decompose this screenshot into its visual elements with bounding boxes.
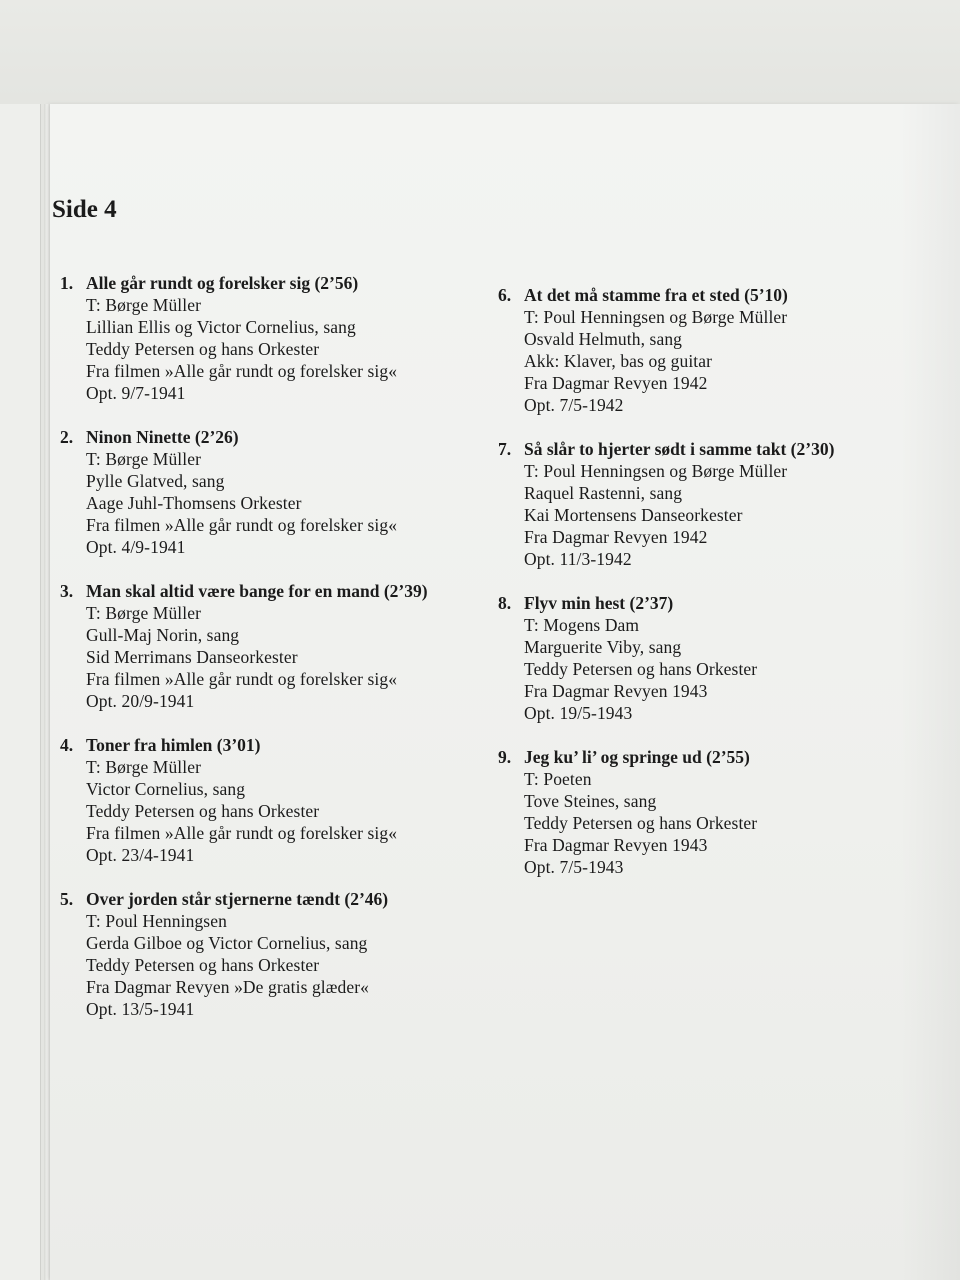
track-heading: [498, 592, 918, 614]
track-title: Flyv min hest (2’37): [524, 593, 674, 613]
track-credit-line: Fra Dagmar Revyen »De gratis glæder«: [86, 977, 370, 997]
track-credit-line: T: Poul Henningsen og Børge Müller: [524, 307, 788, 327]
track-number: 9.: [498, 747, 512, 767]
track-credit-line: Tove Steines, sang: [524, 791, 657, 811]
track-number: 3.: [60, 581, 74, 601]
track-credit-line: Kai Mortensens Danseorkester: [524, 505, 743, 525]
track-credit-line: Lillian Ellis og Victor Cornelius, sang: [86, 317, 356, 337]
track-number: 8.: [498, 593, 512, 613]
tracklist-column-left: [60, 272, 480, 1042]
track-credit-line: Osvald Helmuth, sang: [524, 329, 683, 349]
track-number: 1.: [60, 273, 74, 293]
track-heading: [498, 438, 918, 460]
track-credit-line: Fra filmen »Alle går rundt og forelsker sig«: [86, 669, 398, 689]
track-credit-line: Fra filmen »Alle går rundt og forelsker sig«: [86, 361, 398, 381]
track-entry: [498, 284, 918, 416]
track-credit-line: T: Børge Müller: [86, 757, 202, 777]
track-credit-line: Teddy Petersen og hans Orkester: [524, 659, 758, 679]
track-number: 2.: [60, 427, 74, 447]
track-heading: [60, 734, 480, 756]
track-title: Alle går rundt og forelsker sig (2’56): [86, 273, 359, 293]
track-credit-line: Sid Merrimans Danseorkester: [86, 647, 298, 667]
track-credit-line: Fra filmen »Alle går rundt og forelsker sig«: [86, 823, 398, 843]
track-entry: [60, 426, 480, 558]
track-credit-line: Fra Dagmar Revyen 1943: [524, 835, 708, 855]
track-credit-line: T: Poul Henningsen og Børge Müller: [524, 461, 788, 481]
track-credit-line: T: Børge Müller: [86, 295, 202, 315]
track-number: 4.: [60, 735, 74, 755]
track-entry: [60, 888, 480, 1020]
track-credit-line: Opt. 7/5-1942: [524, 395, 624, 415]
track-credit-line: Opt. 20/9-1941: [86, 691, 195, 711]
track-credit-line: Fra Dagmar Revyen 1942: [524, 527, 708, 547]
track-credit-line: Opt. 9/7-1941: [86, 383, 186, 403]
track-credit-line: T: Poeten: [524, 769, 592, 789]
track-credit-line: T: Børge Müller: [86, 449, 202, 469]
track-credit-line: Teddy Petersen og hans Orkester: [86, 801, 320, 821]
track-heading: [60, 426, 480, 448]
track-title: At det må stamme fra et sted (5’10): [524, 285, 788, 305]
track-credit-line: Akk: Klaver, bas og guitar: [524, 351, 713, 371]
track-entry: [498, 746, 918, 878]
track-heading: [60, 580, 480, 602]
track-credit-line: Fra Dagmar Revyen 1942: [524, 373, 708, 393]
track-entry: [60, 580, 480, 712]
track-title: Man skal altid være bange for en mand (2’39): [86, 581, 428, 601]
track-credit-line: Marguerite Viby, sang: [524, 637, 682, 657]
track-credit-line: Opt. 23/4-1941: [86, 845, 195, 865]
track-number: 6.: [498, 285, 512, 305]
track-credit-line: Gerda Gilboe og Victor Cornelius, sang: [86, 933, 368, 953]
track-credit-line: Raquel Rastenni, sang: [524, 483, 683, 503]
track-credit-line: Opt. 19/5-1943: [524, 703, 633, 723]
track-credit-line: Victor Cornelius, sang: [86, 779, 246, 799]
track-entry: [60, 734, 480, 866]
track-credit-line: Pylle Glatved, sang: [86, 471, 225, 491]
track-credit-line: Fra filmen »Alle går rundt og forelsker sig«: [86, 515, 398, 535]
track-entry: [60, 272, 480, 404]
track-credit-line: T: Mogens Dam: [524, 615, 640, 635]
track-credit-line: Opt. 4/9-1941: [86, 537, 186, 557]
track-heading: [498, 284, 918, 306]
booklet-left-panel: [0, 104, 41, 1280]
track-number: 5.: [60, 889, 74, 909]
track-title: Ninon Ninette (2’26): [86, 427, 239, 447]
track-credit-line: Teddy Petersen og hans Orkester: [86, 955, 320, 975]
side-title: Side 4: [52, 196, 117, 223]
track-entry: [498, 592, 918, 724]
track-credit-line: T: Børge Müller: [86, 603, 202, 623]
track-credit-line: Opt. 11/3-1942: [524, 549, 632, 569]
track-heading: [60, 888, 480, 910]
track-entry: [498, 438, 918, 570]
track-title: Jeg ku’ li’ og springe ud (2’55): [524, 747, 750, 767]
track-number: 7.: [498, 439, 512, 459]
track-credit-line: Opt. 7/5-1943: [524, 857, 624, 877]
track-title: Så slår to hjerter sødt i samme takt (2’30): [524, 439, 835, 459]
track-credit-line: Teddy Petersen og hans Orkester: [86, 339, 320, 359]
track-heading: [60, 272, 480, 294]
track-credit-line: T: Poul Henningsen: [86, 911, 227, 931]
track-credit-line: Opt. 13/5-1941: [86, 999, 195, 1019]
track-credit-line: Gull-Maj Norin, sang: [86, 625, 240, 645]
tracklist-column-right: [498, 284, 918, 900]
track-title: Over jorden står stjernerne tændt (2’46): [86, 889, 389, 909]
track-credit-line: Fra Dagmar Revyen 1943: [524, 681, 708, 701]
track-heading: [498, 746, 918, 768]
track-credit-line: Teddy Petersen og hans Orkester: [524, 813, 758, 833]
background: [0, 0, 960, 120]
track-credit-line: Aage Juhl-Thomsens Orkester: [86, 493, 302, 513]
track-title: Toner fra himlen (3’01): [86, 735, 261, 755]
